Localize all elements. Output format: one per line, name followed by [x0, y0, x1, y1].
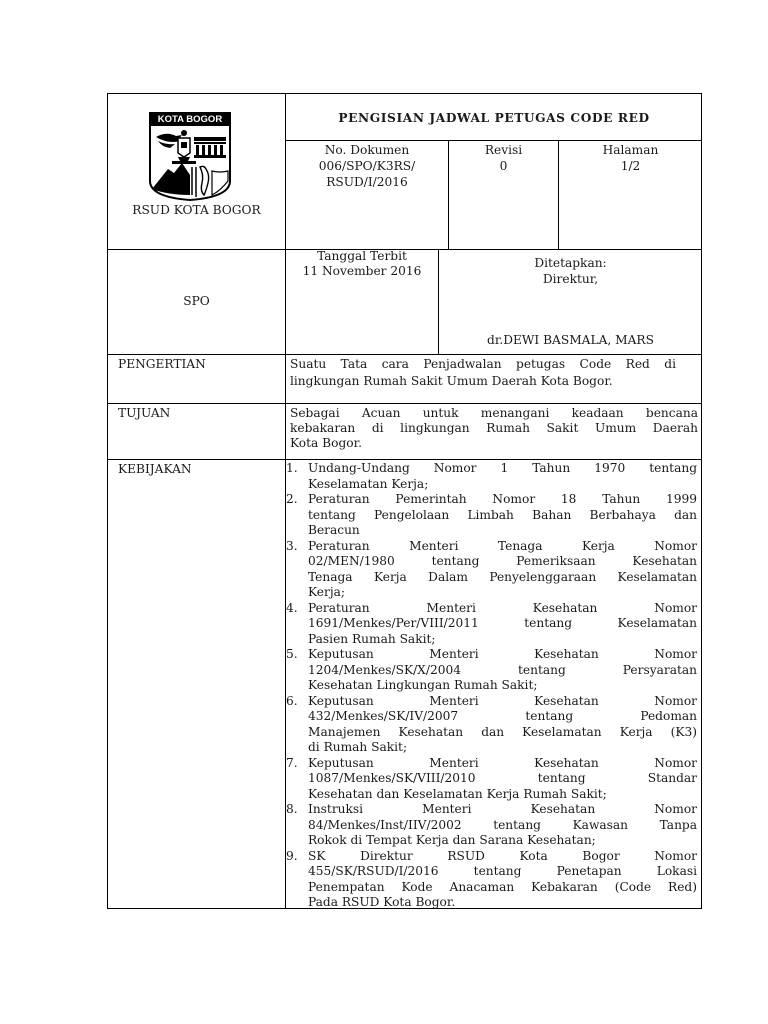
logo-text: KOTA BOGOR	[157, 114, 223, 125]
revision-label: Revisi	[484, 143, 523, 157]
kebijakan-item-line: Peraturan Pemerintah Nomor 18 Tahun 1999	[308, 492, 697, 506]
kebijakan-item-line: Tenaga Kerja Dalam Penyelenggaraan Keselamatan	[308, 569, 697, 584]
issue-date: 11 November 2016	[302, 264, 422, 278]
kebijakan-item-line: Peraturan Menteri Kesehatan Nomor	[308, 600, 697, 615]
kebijakan-list	[286, 461, 697, 911]
kebijakan-item-number: 4.	[286, 600, 298, 615]
kebijakan-item	[286, 492, 697, 539]
kebijakan-item-number: 9.	[286, 848, 298, 863]
kebijakan-item-line: Undang-Undang Nomor 1 Tahun 1970 tentang	[308, 461, 697, 475]
kebijakan-item-line: Rokok di Tempat Kerja dan Sarana Kesehatan;	[308, 833, 596, 847]
kebijakan-item-line: tentang Pengelolaan Limbah Bahan Berbahaya dan	[308, 507, 697, 522]
issue-date-label: Tanggal Terbit	[317, 249, 407, 263]
kebijakan-item-line: Beracun	[308, 523, 360, 537]
kebijakan-item	[286, 802, 697, 849]
kebijakan-item-line: Manajemen Kesehatan dan Keselamatan Kerja (K3)	[308, 724, 697, 739]
kebijakan-item-line: Kesehatan dan Keselamatan Kerja Rumah Sakit;	[308, 786, 607, 801]
document-number-line1: 006/SPO/K3RS/	[318, 159, 416, 173]
kebijakan-item	[286, 461, 697, 492]
kebijakan-item-line: Keputusan Menteri Kesehatan Nomor	[308, 693, 697, 708]
document-title: PENGISIAN JADWAL PETUGAS CODE RED	[338, 111, 650, 125]
row-divider	[108, 459, 702, 460]
kebijakan-item-line: Pada RSUD Kota Bogor.	[308, 895, 456, 909]
approver-name: dr.DEWI BASMALA, MARS	[487, 333, 654, 347]
kebijakan-item-line: 432/Menkes/SK/IV/2007 tentang Pedoman	[308, 709, 697, 723]
kebijakan-item-line: Penempatan Kode Anacaman Kebakaran (Code Red)	[308, 879, 697, 894]
row-divider	[108, 403, 702, 404]
document-number-line2: RSUD/I/2016	[326, 175, 408, 189]
pengertian-line1: Suatu Tata cara Penjadwalan petugas Code Red di	[290, 357, 676, 371]
kebijakan-item-line: 1087/Menkes/SK/VIII/2010 tentang Standar	[308, 771, 697, 785]
pengertian-label: PENGERTIAN	[118, 357, 206, 371]
kebijakan-item-line: 02/MEN/1980 tentang Pemeriksaan Kesehatan	[308, 554, 697, 568]
kebijakan-item-line: SK Direktur RSUD Kota Bogor Nomor	[308, 848, 697, 863]
kebijakan-item	[286, 601, 697, 648]
kebijakan-item-line: Keputusan Menteri Kesehatan Nomor	[308, 755, 697, 770]
kebijakan-item-number: 1.	[286, 461, 298, 475]
spo-document-table	[107, 93, 702, 909]
kebijakan-item-number: 8.	[286, 802, 298, 816]
kebijakan-item-line: di Rumah Sakit;	[308, 740, 408, 754]
kebijakan-item-line: Kesehatan Lingkungan Rumah Sakit;	[308, 678, 538, 692]
kebijakan-item	[286, 647, 697, 694]
kota-bogor-logo-icon	[148, 111, 232, 201]
row-divider	[108, 354, 702, 355]
spo-label: SPO	[183, 294, 210, 308]
kebijakan-item-line: 455/SK/RSUD/I/2016 tentang Penetapan Lokasi	[308, 864, 697, 878]
revision-value: 0	[499, 159, 508, 173]
kebijakan-item-number: 6.	[286, 693, 298, 708]
approved-label: Ditetapkan:	[534, 256, 607, 270]
kebijakan-item	[286, 694, 697, 756]
kebijakan-item-line: Instruksi Menteri Kesehatan Nomor	[308, 802, 697, 816]
kebijakan-item-line: 84/Menkes/Inst/IIV/2002 tentang Kawasan Tanpa	[308, 817, 697, 832]
tujuan-label: TUJUAN	[118, 406, 171, 420]
row-divider	[285, 140, 702, 141]
page-label: Halaman	[602, 143, 659, 157]
tujuan-line1: Sebagai Acuan untuk menangani keadaan bencana	[290, 406, 698, 420]
pengertian-line2: lingkungan Rumah Sakit Umum Daerah Kota Bogor.	[290, 374, 613, 388]
kebijakan-item-number: 5.	[286, 647, 298, 661]
kebijakan-label: KEBIJAKAN	[118, 462, 192, 476]
tujuan-line3: Kota Bogor.	[290, 436, 362, 450]
kebijakan-item-line: 1204/Menkes/SK/X/2004 tentang Persyaratan	[308, 662, 697, 677]
kebijakan-item-line: Kerja;	[308, 585, 345, 599]
kebijakan-item-line: Keputusan Menteri Kesehatan Nomor	[308, 647, 697, 661]
kebijakan-item-number: 2.	[286, 492, 298, 506]
kebijakan-item-line: Peraturan Menteri Tenaga Kerja Nomor	[308, 538, 697, 553]
tujuan-line2: kebakaran di lingkungan Rumah Sakit Umum Daerah	[290, 421, 698, 435]
kebijakan-item-number: 3.	[286, 538, 298, 553]
kebijakan-item-number: 7.	[286, 755, 298, 770]
kebijakan-item-line: Keselamatan Kerja;	[308, 476, 429, 491]
kebijakan-item-line: Pasien Rumah Sakit;	[308, 631, 436, 646]
kebijakan-item-line: 1691/Menkes/Per/VIII/2011 tentang Keselamatan	[308, 616, 697, 630]
document-number-label: No. Dokumen	[324, 143, 410, 157]
hospital-name: RSUD KOTA BOGOR	[132, 203, 261, 217]
page-value: 1/2	[620, 159, 641, 173]
kebijakan-item	[286, 849, 697, 911]
kebijakan-item	[286, 756, 697, 803]
approver-title: Direktur,	[542, 272, 599, 286]
kebijakan-item	[286, 539, 697, 601]
